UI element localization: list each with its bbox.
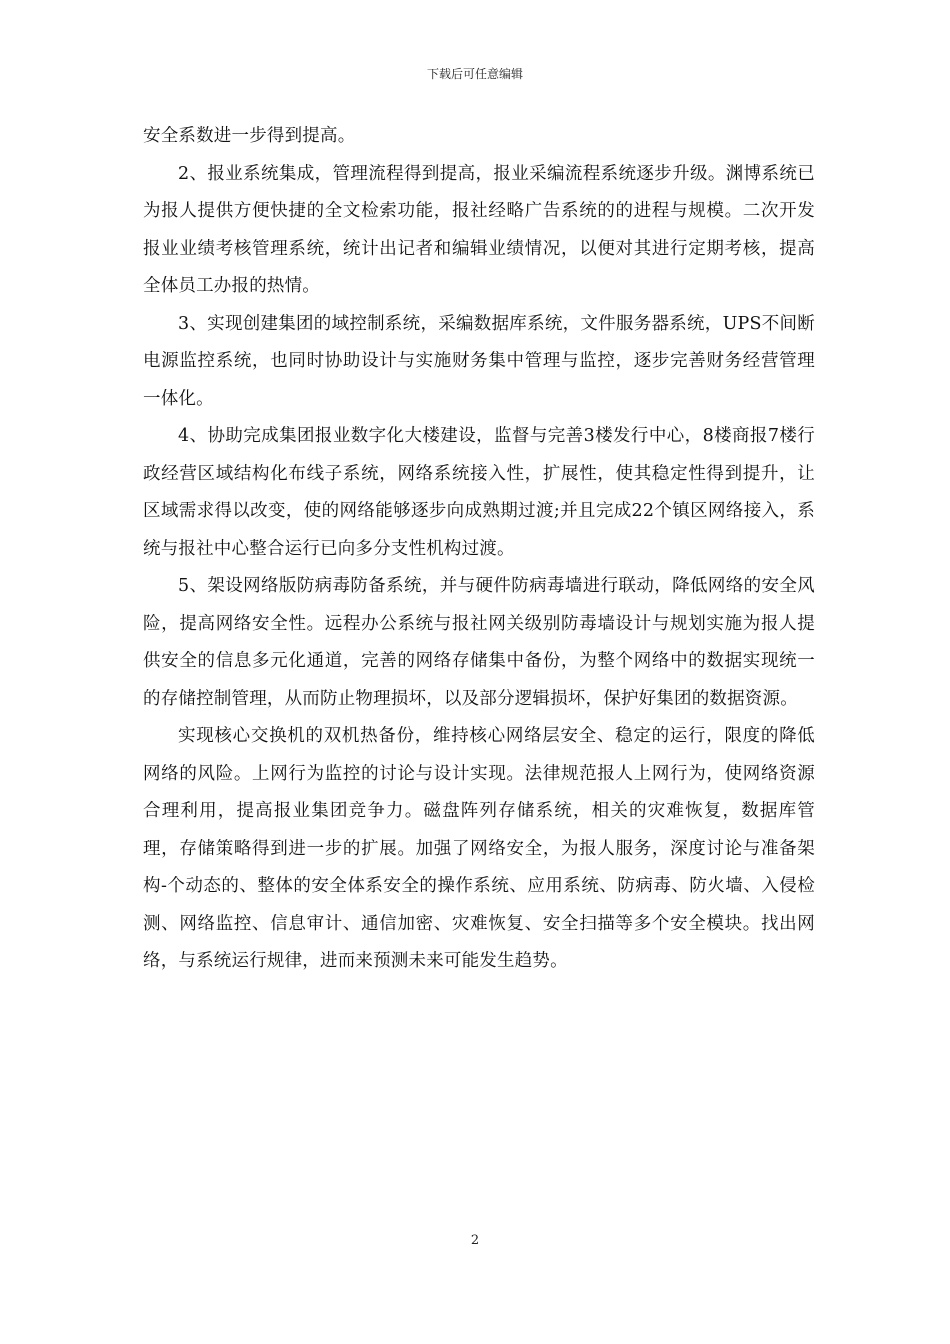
paragraph-item-5: 5、架设网络版防病毒防备系统，并与硬件防病毒墙进行联动，降低网络的安全风险，提高网络安全性。远程办公系统与报社网关级别防毒墙设计与规划实施为报人提供安全的信息多元化通道，完善的网络存储集中备份，为整个网络中的数据实现统一的存储控制管理，从而防止物理损坏，以及部分逻辑损坏，保护好集团的数据资源。 — [143, 576, 815, 709]
paragraph-continuation: 安全系数进一步得到提高。 — [143, 126, 356, 146]
paragraph-core-switch: 实现核心交换机的双机热备份，维持核心网络层安全、稳定的运行，限度的降低网络的风险。上网行为监控的讨论与设计实现。法律规范报人上网行为，使网络资源合理利用，提高报业集团竞争力。磁盘阵列存储系统，相关的灾难恢复，数据库管理，存储策略得到进一步的扩展。加强了网络安全，为报人服务，深度讨论与准备架构-个动态的、整体的安全体系安全的操作系统、应用系统、防病毒、防火墙、入侵检测、网络监控、信息审计、通信加密、灾难恢复、安全扫描等多个安全模块。找出网络，与系统运行规律，进而来预测未来可能发生趋势。 — [143, 726, 815, 971]
document-body — [143, 118, 815, 981]
page-header: 下载后可任意编辑 — [426, 67, 523, 81]
page-number: 2 — [470, 1233, 480, 1248]
paragraph-item-4: 4、协助完成集团报业数字化大楼建设，监督与完善3楼发行中心，8楼商报7楼行政经营区域结构化布线子系统，网络系统接入性，扩展性，使其稳定性得到提升，让区域需求得以改变，使的网络能够逐步向成熟期过渡;并且完成22个镇区网络接入，系统与报社中心整合运行已向多分支性机构过渡。 — [143, 426, 815, 559]
paragraph-item-2: 2、报业系统集成，管理流程得到提高，报业采编流程系统逐步升级。渊博系统已为报人提供方便快捷的全文检索功能，报社经略广告系统的的进程与规模。二次开发报业业绩考核管理系统，统计出记者和编辑业绩情况，以便对其进行定期考核，提高全体员工办报的热情。 — [143, 163, 815, 296]
paragraph-item-3: 3、实现创建集团的域控制系统，采编数据库系统，文件服务器系统，UPS不间断电源监控系统，也同时协助设计与实施财务集中管理与监控，逐步完善财务经营管理一体化。 — [143, 313, 815, 409]
